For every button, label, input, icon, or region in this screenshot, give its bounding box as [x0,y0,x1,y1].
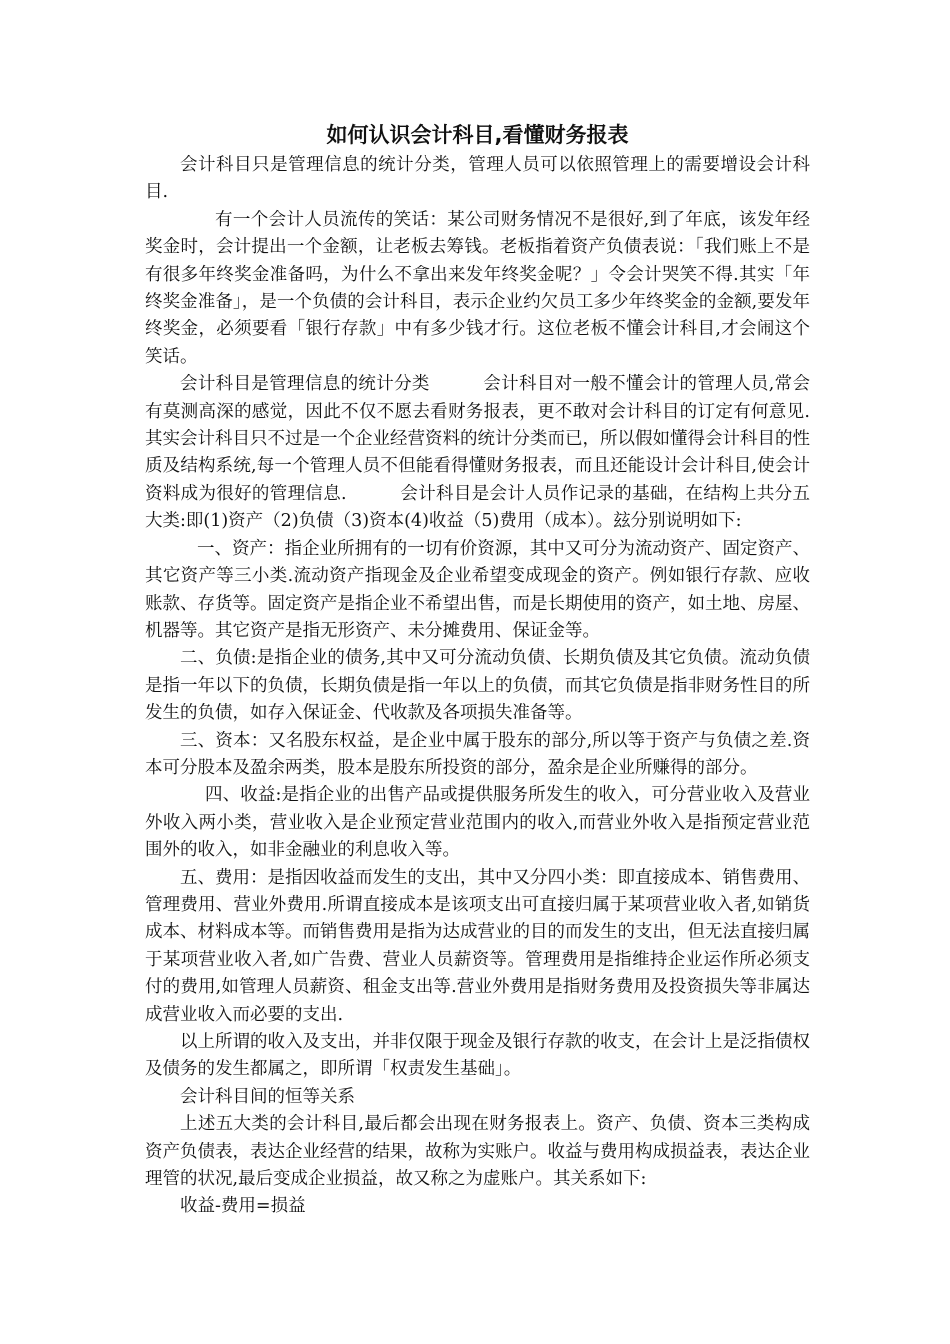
section-heading-equality: 会计科目间的恒等关系 [180,1086,355,1107]
paragraph-joke: 有一个会计人员流传的笑话：某公司财务情况不是很好,到了年底，该发年经奖金时，会计提出一个金额，让老板去筹钱。老板指着资产负债表说：「我们账上不是有很多年终奖金准备吗，为什么不拿出来发年终奖金呢？」令会计哭笑不得.其实「年终奖金准备」，是一个负债的会计科目，表示企业约欠员工多少年终奖金的金额,要发年终奖金，必须要看「银行存款」中有多少钱才行。这位老板不懂会计科目,才会闹这个笑话。 [145,209,810,367]
paragraph-assets: 一、资产：指企业所拥有的一切有价资源，其中又可分为流动资产、固定资产、其它资产等三小类.流动资产指现金及企业希望变成现金的资产。例如银行存款、应收账款、存货等。固定资产是指企业不希望出售，而是长期使用的资产，如土地、房屋、机器等。其它资产是指无形资产、未分摊费用、保证金等。 [145,538,810,641]
paragraph-classification: 会计科目是管理信息的统计分类 会计科目对一般不懂会计的管理人员,常会有莫测高深的感觉，因此不仅不愿去看财务报表，更不敢对会计科目的订定有何意见.其实会计科目只不过是一个企业经营资料的统计分类而已，所以假如懂得会计科目的性质及结构系统,每一个管理人员不但能看得懂财务报表，而且还能设计会计科目,使会计资料成为很好的管理信息. 会计科目是会计人员作记录的基础，在结构上共分五大类:即(1)资产（2)负债（3)资本(4)收益（5)费用（成本）。玆分别说明如下: [145,374,810,532]
paragraph-expenses: 五、费用：是指因收益而发生的支出，其中又分四小类：即直接成本、销售费用、管理费用、营业外费用.所谓直接成本是该项支出可直接归属于某项营业收入者,如销货成本、材料成本等。而销售费用是指为达成营业的目的而发生的支出，但无法直接归属于某项营业收入者,如广告费、营业人员薪资等。管理费用是指维持企业运作所必须支付的费用,如管理人员薪资、租金支出等.营业外费用是指财务费用及投资损失等非属达成营业收入而必要的支出. [145,867,810,1025]
paragraph-revenue: 四、收益:是指企业的出售产品或提供服务所发生的收入，可分营业收入及营业外收入两小类，营业收入是企业预定营业范围内的收入,而营业外收入是指预定营业范围外的收入，如非金融业的利息收入等。 [145,785,810,861]
paragraph-accrual-basis: 以上所谓的收入及支出，并非仅限于现金及银行存款的收支，在会计上是泛指债权及债务的发生都属之，即所谓「权责发生基础」。 [145,1032,810,1080]
paragraph-financial-statements: 上述五大类的会计科目,最后都会出现在财务报表上。资产、负债、资本三类构成资产负债表，表达企业经营的结果，故称为实账户。收益与费用构成损益表，表达企业理管的状况,最后变成企业损益，故又称之为虚账户。其关系如下: [145,1114,810,1190]
document-page [145,118,810,1221]
paragraph-intro: 会计科目只是管理信息的统计分类，管理人员可以依照管理上的需要增设会计科目. [145,155,810,203]
document-title: 如何认识会计科目,看懂财务报表 [326,123,629,147]
paragraph-liabilities: 二、负债:是指企业的债务,其中又可分流动负债、长期负债及其它负债。流动负债是指一年以下的负债，长期负债是指一年以上的负债，而其它负债是指非财务性目的所发生的负债，如存入保证金、代收款及各项损失准备等。 [145,648,810,724]
paragraph-capital: 三、资本：又名股东权益，是企业中属于股东的部分,所以等于资产与负债之差.资本可分股本及盈余两类，股本是股东所投资的部分，盈余是企业所赚得的部分。 [145,730,810,778]
equation-line: 收益-费用=损益 [180,1196,306,1217]
